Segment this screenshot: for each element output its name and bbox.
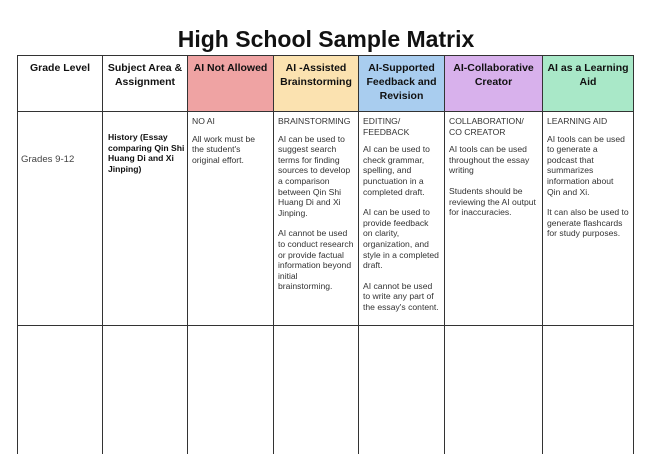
cell-supported-text-2: AI can be used to provide feedback on clarity, organization, and style in a completed draft. bbox=[363, 207, 439, 271]
empty-cell bbox=[445, 325, 543, 454]
cell-not-allowed-text-1: All work must be the student's original effort. bbox=[192, 133, 256, 165]
cell-supported-text-1: AI can be used to check grammar, spelling, and punctuation in a completed draft. bbox=[363, 144, 430, 197]
header-row bbox=[18, 56, 634, 112]
header-subject-area: Subject Area & Assignment bbox=[103, 56, 188, 112]
cell-learning-aid bbox=[543, 112, 634, 326]
empty-cell bbox=[274, 325, 359, 454]
cell-collaborative-text-2: Students should be reviewing the AI output for inaccuracies. bbox=[449, 185, 536, 218]
header-ai-learning-aid: AI as a Learning Aid bbox=[543, 56, 634, 112]
cell-assisted-text-1: AI can be used to suggest search terms for finding sources to develop a comparison between Qin Shi Huang Di and Xi Jinping. bbox=[278, 133, 351, 218]
empty-cell bbox=[359, 325, 445, 454]
cell-supported-lead: EDITING/ FEEDBACK bbox=[363, 116, 410, 137]
cell-collaborative bbox=[445, 112, 543, 326]
header-ai-supported: AI-Supported Feedback and Revision bbox=[359, 56, 445, 112]
cell-supported-text-3: AI cannot be used to write any part of the essay's content. bbox=[363, 280, 439, 312]
cell-not-allowed-lead: NO AI bbox=[192, 116, 215, 126]
grade-cell: Grades 9-12 bbox=[18, 112, 103, 326]
header-ai-assisted: AI -Assisted Brainstorming bbox=[274, 56, 359, 112]
header-ai-collaborative: AI-Collaborative Creator bbox=[445, 56, 543, 112]
cell-assisted-lead: BRAINSTORMING bbox=[278, 116, 351, 126]
empty-table-row bbox=[18, 325, 634, 454]
matrix-table bbox=[17, 55, 634, 454]
cell-collaborative-lead: COLLABORATION/ CO CREATOR bbox=[449, 116, 524, 137]
cell-learning-aid-text-1: AI tools can be used to generate a podcast that summarizes information about Qin and Xi. bbox=[547, 133, 625, 197]
table-row bbox=[18, 112, 634, 326]
cell-not-allowed bbox=[188, 112, 274, 326]
page-title: High School Sample Matrix bbox=[177, 26, 475, 52]
cell-learning-aid-text-2: It can also be used to generate flashcards for study purposes. bbox=[547, 207, 629, 239]
empty-cell bbox=[543, 325, 634, 454]
empty-cell bbox=[18, 325, 103, 454]
header-grade-level: Grade Level bbox=[18, 56, 103, 112]
cell-learning-aid-lead: LEARNING AID bbox=[547, 116, 608, 126]
empty-cell bbox=[103, 325, 188, 454]
cell-assisted-text-2: AI cannot be used to conduct research or provide factual information beyond initial brainstorming. bbox=[278, 228, 354, 292]
cell-assisted bbox=[274, 112, 359, 326]
empty-cell bbox=[188, 325, 274, 454]
cell-supported bbox=[359, 112, 445, 326]
subject-cell: History (Essay comparing Qin Shi Huang Di and Xi Jinping) bbox=[103, 112, 188, 326]
header-ai-not-allowed: AI Not Allowed bbox=[188, 56, 274, 112]
cell-collaborative-text-1: AI tools can be used throughout the essay writing bbox=[449, 144, 530, 176]
